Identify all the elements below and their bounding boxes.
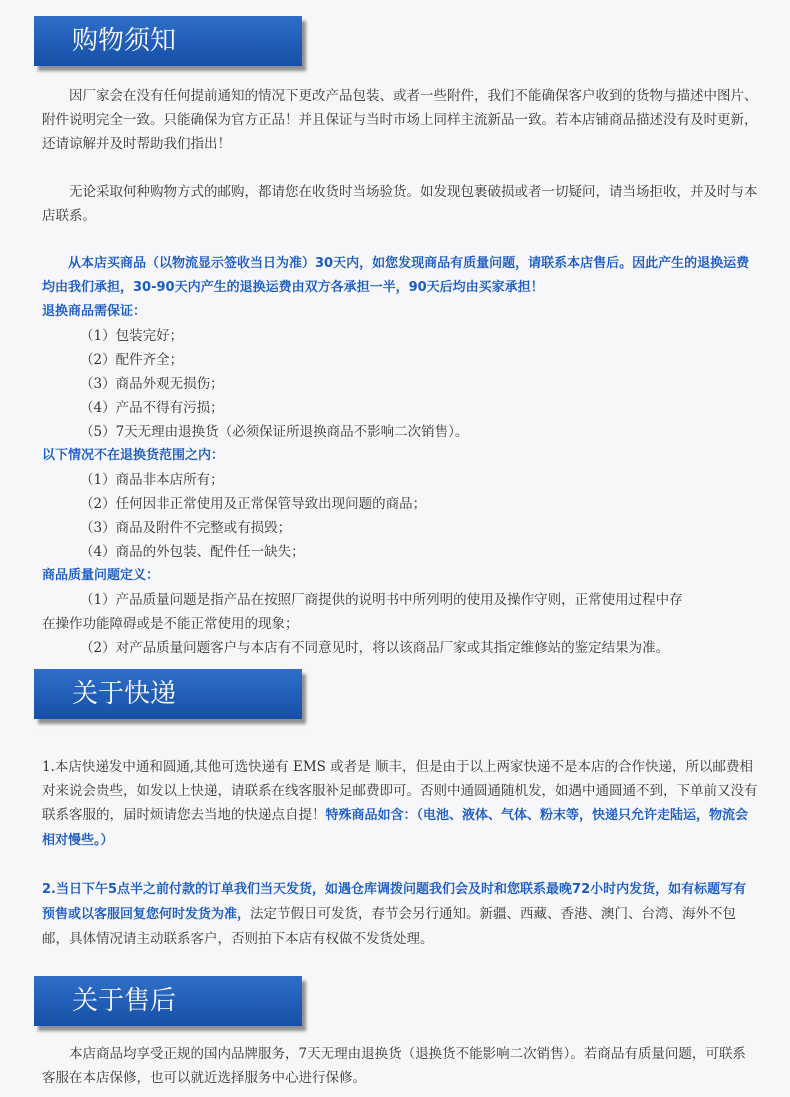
shopping-notice-body	[42, 84, 758, 660]
shipping-body	[42, 755, 758, 951]
after-sales-body	[42, 1042, 758, 1090]
section-title-after-sales: 关于售后	[34, 976, 302, 1026]
list-item: （4）商品的外包装、配件任一缺失；	[80, 544, 305, 560]
special-goods-note: 特殊商品如含：（电池、液体、气体、粉末等，快递只允许走陆运，物流会相对慢些。）	[42, 808, 749, 848]
notice-paragraph-packaging: 因厂家会在没有任何提前通知的情况下更改产品包装、或者一些附件，我们不能确保客户收到的货物与描述中图片、附件说明完全一致。只能确保为官方正品！并且保证与当时市场上同样主流新品一致。若本店铺商品描述没有及时更新，还请谅解并及时帮助我们指出！	[42, 88, 758, 152]
section-title-shopping-notice: 购物须知	[34, 16, 302, 66]
list-item: （5）7天无理由退换货（必须保证所退换商品不影响二次销售）。	[80, 424, 469, 440]
return-requirements-title: 退换商品需保证：	[42, 304, 147, 319]
list-item: （2）配件齐全；	[80, 352, 184, 368]
dispatch-regions-text: 法定节假日可发货，春节会另行通知。新疆、西藏、香港、澳门、台湾、海外不包邮，具体情况请主动联系客户，否则拍下本店有权做不发货处理。	[42, 906, 737, 947]
list-item: （3）商品外观无损伤；	[80, 376, 224, 392]
shipping-paragraph-dispatch	[42, 877, 758, 951]
list-item: （3）商品及附件不完整或有损毁；	[80, 520, 292, 536]
dispatch-time-note: 2.当日下午5点半之前付款的订单我们当天发货，如遇仓库调拨问题我们会及时和您联系最晚72小时内发货，如有标题写有预售或以客服回复您何时发货为准，	[42, 882, 747, 922]
section-title-shipping: 关于快递	[34, 669, 302, 719]
list-item: （1）产品质量问题是指产品在按照厂商提供的说明书中所列明的使用及操作守则，正常使用过程中存	[80, 592, 683, 608]
notice-paragraph-return-policy: 从本店买商品（以物流显示签收当日为准）30天内，如您发现商品有质量问题，请联系本店售后。因此产生的退换运费均由我们承担，30-90天内产生的退换运费由双方各承担一半，90天后均由买家承担！	[42, 256, 750, 295]
list-item: （4）产品不得有污损；	[80, 400, 224, 416]
quality-definition-title: 商品质量问题定义：	[42, 568, 160, 583]
shipping-carriers-text: 1.本店快递发中通和圆通,其他可选快递有 EMS 或者是 顺丰，但是由于以上两家快递不是本店的合作快递，所以邮费相对来说会贵些，如发以上快递，请联系在线客服补足邮费即可。否则中通圆通随机发，如遇中通圆通不到，下单前又没有联系客服的，届时烦请您去当地的快递点自提！	[42, 759, 758, 823]
list-item: （2）任何因非正常使用及正常保管导致出现问题的商品；	[80, 496, 427, 512]
list-item-continuation: 在操作功能障碍或是不能正常使用的现象；	[42, 616, 299, 632]
after-sales-paragraph: 本店商品均享受正规的国内品牌服务，7天无理由退换货（退换货不能影响二次销售）。若商品有质量问题，可联系客服在本店保修，也可以就近选择服务中心进行保修。	[42, 1046, 746, 1086]
list-item: （1）商品非本店所有；	[80, 472, 224, 488]
shipping-paragraph-carriers	[42, 755, 758, 853]
list-item: （1）包装完好；	[80, 328, 184, 344]
exclusions-title: 以下情况不在退换货范围之内：	[42, 448, 225, 463]
list-item: （2）对产品质量问题客户与本店有不同意见时，将以该商品厂家或其指定维修站的鉴定结果为准。	[80, 640, 670, 656]
notice-paragraph-inspection: 无论采取何种购物方式的邮购，都请您在收货时当场验货。如发现包裹破损或者一切疑问，请当场拒收，并及时与本店联系。	[42, 184, 758, 224]
